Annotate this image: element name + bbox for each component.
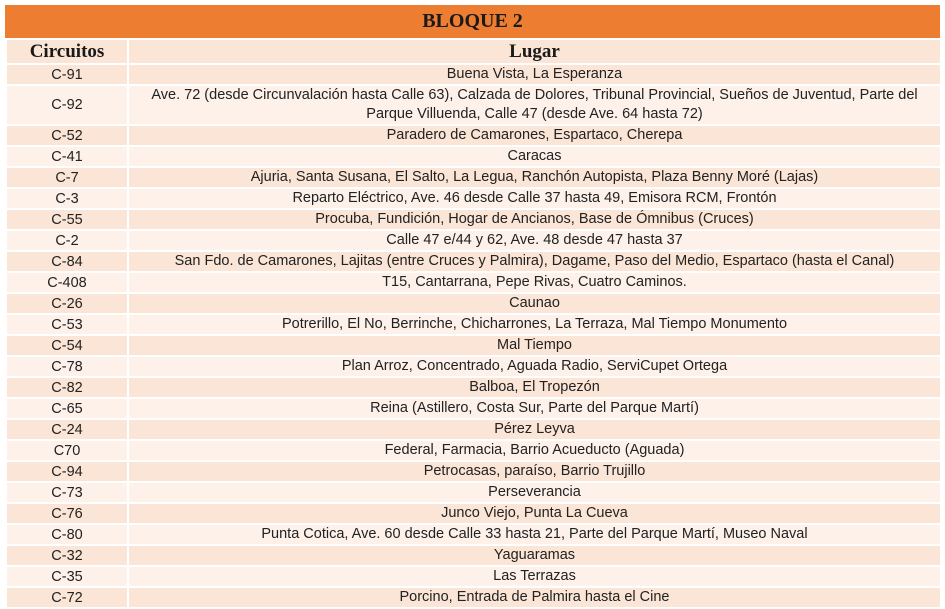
lugar-cell: Junco Viejo, Punta La Cueva [128, 503, 941, 524]
circuito-cell: C-91 [6, 64, 128, 85]
table-row [6, 230, 941, 251]
lugar-cell: Punta Cotica, Ave. 60 desde Calle 33 hasta 21, Parte del Parque Martí, Museo Naval [128, 524, 941, 545]
lugar-cell: Federal, Farmacia, Barrio Acueducto (Aguada) [128, 440, 941, 461]
lugar-cell: Ajuria, Santa Susana, El Salto, La Legua, Ranchón Autopista, Plaza Benny Moré (Lajas) [128, 167, 941, 188]
circuito-cell: C-41 [6, 146, 128, 167]
table-row [6, 461, 941, 482]
lugar-cell: Caracas [128, 146, 941, 167]
circuito-cell: C-55 [6, 209, 128, 230]
lugar-cell: Pérez Leyva [128, 419, 941, 440]
table-row [6, 440, 941, 461]
table-row [6, 125, 941, 146]
schedule-table-container [5, 5, 940, 609]
lugar-cell: Potrerillo, El No, Berrinche, Chicharrones, La Terraza, Mal Tiempo Monumento [128, 314, 941, 335]
circuito-cell: C-35 [6, 566, 128, 587]
lugar-cell: Las Terrazas [128, 566, 941, 587]
circuito-cell: C-53 [6, 314, 128, 335]
circuito-cell: C-408 [6, 272, 128, 293]
table-row [6, 167, 941, 188]
circuito-cell: C-24 [6, 419, 128, 440]
lugar-cell: Petrocasas, paraíso, Barrio Trujillo [128, 461, 941, 482]
lugar-cell: Yaguaramas [128, 545, 941, 566]
lugar-cell: Perseverancia [128, 482, 941, 503]
circuito-cell: C-26 [6, 293, 128, 314]
table-row [6, 545, 941, 566]
table-row [6, 398, 941, 419]
circuito-cell: C-54 [6, 335, 128, 356]
circuito-cell: C-94 [6, 461, 128, 482]
lugar-cell: Caunao [128, 293, 941, 314]
circuito-cell: C-82 [6, 377, 128, 398]
circuits-table [5, 38, 942, 609]
table-row [6, 335, 941, 356]
table-header-row [6, 39, 941, 64]
lugar-cell: Calle 47 e/44 y 62, Ave. 48 desde 47 hasta 37 [128, 230, 941, 251]
table-row [6, 209, 941, 230]
lugar-cell: San Fdo. de Camarones, Lajitas (entre Cruces y Palmira), Dagame, Paso del Medio, Espartaco (hasta el Canal) [128, 251, 941, 272]
table-row [6, 188, 941, 209]
circuito-cell: C-92 [6, 85, 128, 125]
circuito-cell: C-72 [6, 587, 128, 608]
table-row [6, 251, 941, 272]
lugar-cell: Balboa, El Tropezón [128, 377, 941, 398]
header-circuitos: Circuitos [6, 39, 128, 64]
circuito-cell: C-78 [6, 356, 128, 377]
circuito-cell: C-73 [6, 482, 128, 503]
table-body [6, 64, 941, 608]
table-row [6, 85, 941, 125]
lugar-cell: Paradero de Camarones, Espartaco, Cherepa [128, 125, 941, 146]
circuito-cell: C70 [6, 440, 128, 461]
table-row [6, 482, 941, 503]
table-row [6, 314, 941, 335]
circuito-cell: C-80 [6, 524, 128, 545]
circuito-cell: C-2 [6, 230, 128, 251]
table-row [6, 377, 941, 398]
table-row [6, 587, 941, 608]
table-row [6, 566, 941, 587]
table-row [6, 503, 941, 524]
lugar-cell: Porcino, Entrada de Palmira hasta el Cine [128, 587, 941, 608]
circuito-cell: C-76 [6, 503, 128, 524]
table-row [6, 419, 941, 440]
lugar-cell: Reina (Astillero, Costa Sur, Parte del Parque Martí) [128, 398, 941, 419]
block-title-banner: BLOQUE 2 [5, 5, 940, 38]
lugar-cell: Ave. 72 (desde Circunvalación hasta Calle 63), Calzada de Dolores, Tribunal Provincial, Sueños de Juventud, Parte del Parque Villuenda, Calle 47 (desde Ave. 64 hasta 72) [128, 85, 941, 125]
table-row [6, 293, 941, 314]
lugar-cell: Mal Tiempo [128, 335, 941, 356]
lugar-cell: T15, Cantarrana, Pepe Rivas, Cuatro Caminos. [128, 272, 941, 293]
lugar-cell: Buena Vista, La Esperanza [128, 64, 941, 85]
table-row [6, 524, 941, 545]
circuito-cell: C-65 [6, 398, 128, 419]
circuito-cell: C-3 [6, 188, 128, 209]
circuito-cell: C-52 [6, 125, 128, 146]
header-lugar: Lugar [128, 39, 941, 64]
circuito-cell: C-7 [6, 167, 128, 188]
table-row [6, 272, 941, 293]
table-row [6, 64, 941, 85]
table-row [6, 146, 941, 167]
circuito-cell: C-32 [6, 545, 128, 566]
circuito-cell: C-84 [6, 251, 128, 272]
lugar-cell: Reparto Eléctrico, Ave. 46 desde Calle 37 hasta 49, Emisora RCM, Frontón [128, 188, 941, 209]
lugar-cell: Plan Arroz, Concentrado, Aguada Radio, ServiCupet Ortega [128, 356, 941, 377]
table-row [6, 356, 941, 377]
lugar-cell: Procuba, Fundición, Hogar de Ancianos, Base de Ómnibus (Cruces) [128, 209, 941, 230]
